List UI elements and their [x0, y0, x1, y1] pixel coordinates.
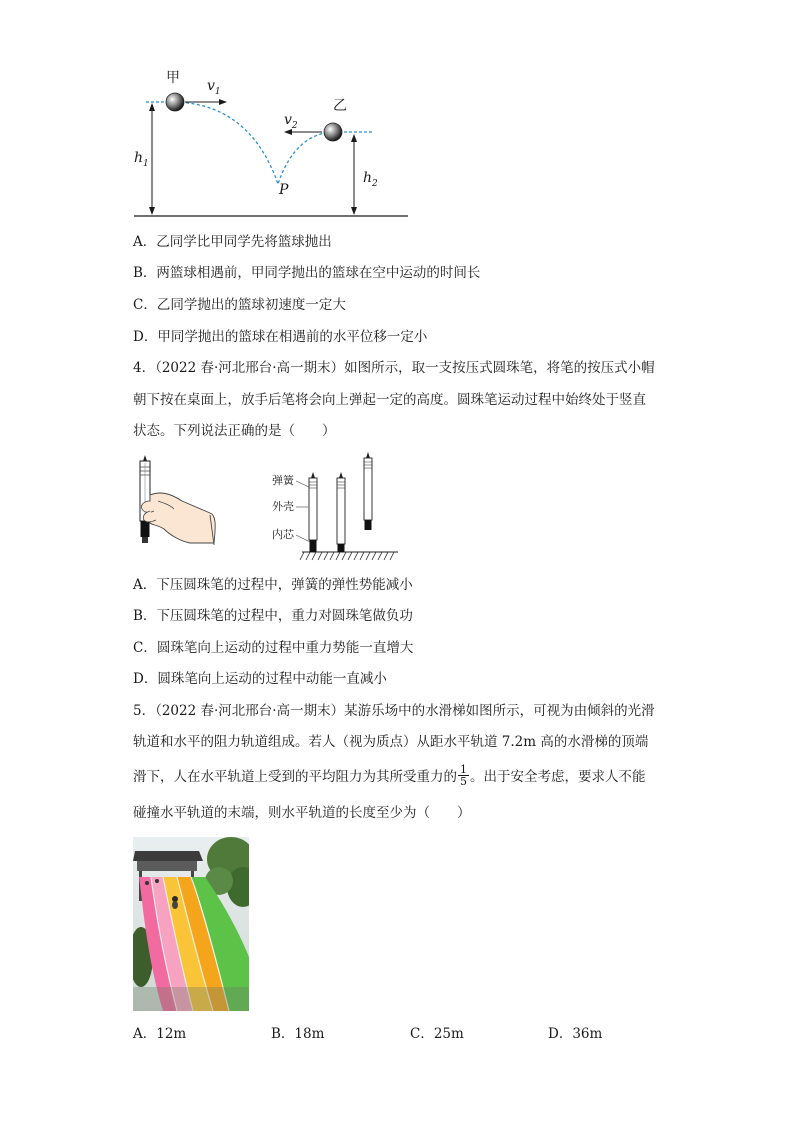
- q3-option-c: C．乙同学抛出的篮球初速度一定大: [133, 297, 346, 313]
- q5-stem-line-2: 轨道和水平的阻力轨道组成。若人（视为质点）从距水平轨道 7.2m 高的水滑梯的顶端: [133, 734, 649, 750]
- q3-option-a: A．乙同学比甲同学先将篮球抛出: [133, 234, 332, 250]
- ball-jia: [166, 93, 184, 111]
- q4-stem-line-1: 4．（2022 春·河北邢台·高一期末）如图所示，取一支按压式圆珠笔，将笔的按压式小帽: [133, 360, 655, 376]
- fraction-denominator: 5: [460, 775, 467, 788]
- q5-stem-line-3: [133, 763, 646, 789]
- q5-stem-line-1: 5．（2022 春·河北邢台·高一期末）某游乐场中的水滑梯如图所示，可视为由倾斜的光滑: [133, 703, 655, 719]
- label-h1: $h_1$: [134, 150, 149, 169]
- fraction-numerator: 1: [460, 763, 467, 776]
- fraction-one-fifth: [458, 764, 469, 787]
- q4-option-b: B．下压圆珠笔的过程中，重力对圆珠笔做负功: [133, 608, 413, 624]
- q5-choice-a: A．12m: [133, 1026, 187, 1042]
- label-v1: $v_1$: [207, 78, 221, 97]
- label-yi: 乙: [333, 98, 347, 114]
- q5-stem-line-4: 碰撞水平轨道的末端，则水平轨道的长度至少为（ ）: [133, 805, 471, 821]
- ball-yi: [324, 123, 342, 141]
- q5-stem-line-3-before: 滑下，人在水平轨道上受到的平均阻力为其所受重力的: [133, 769, 457, 785]
- label-p: P: [279, 182, 289, 198]
- q4-option-d: D．圆珠笔向上运动的过程中动能一直减小: [133, 671, 387, 687]
- q3-option-b: B．两篮球相遇前，甲同学抛出的篮球在空中运动的时间长: [133, 265, 481, 281]
- q5-choice-c: C．25m: [410, 1026, 464, 1042]
- label-v2: $v_2$: [284, 112, 298, 131]
- pen-spring-figure: [268, 450, 408, 562]
- label-spring: 弹簧: [272, 474, 294, 487]
- q3-option-d: D．甲同学抛出的篮球在相遇前的水平位移一定小: [133, 329, 428, 345]
- q5-choice-d: D．36m: [548, 1026, 603, 1042]
- q4-stem-line-3: 状态。下列说法正确的是（ ）: [133, 423, 336, 439]
- q5-stem-line-3-after: 。出于安全考虑，要求人不能: [470, 769, 646, 785]
- q4-option-a: A．下压圆珠笔的过程中，弹簧的弹性势能减小: [133, 577, 413, 593]
- label-h2: $h_2$: [363, 170, 378, 189]
- pen-hand-figure: [130, 455, 220, 555]
- q4-option-c: C．圆珠笔向上运动的过程中重力势能一直增大: [133, 640, 414, 656]
- q5-choice-b: B．18m: [271, 1026, 325, 1042]
- q4-stem-line-2: 朝下按在桌面上，放手后笔将会向上弹起一定的高度。圆珠笔运动过程中始终处于竖直: [133, 392, 646, 408]
- label-core: 内芯: [272, 528, 294, 541]
- projectile-diagram: [130, 62, 420, 224]
- label-jia: 甲: [166, 70, 180, 86]
- water-slide-photo: [133, 837, 249, 1011]
- label-shell: 外壳: [272, 500, 294, 513]
